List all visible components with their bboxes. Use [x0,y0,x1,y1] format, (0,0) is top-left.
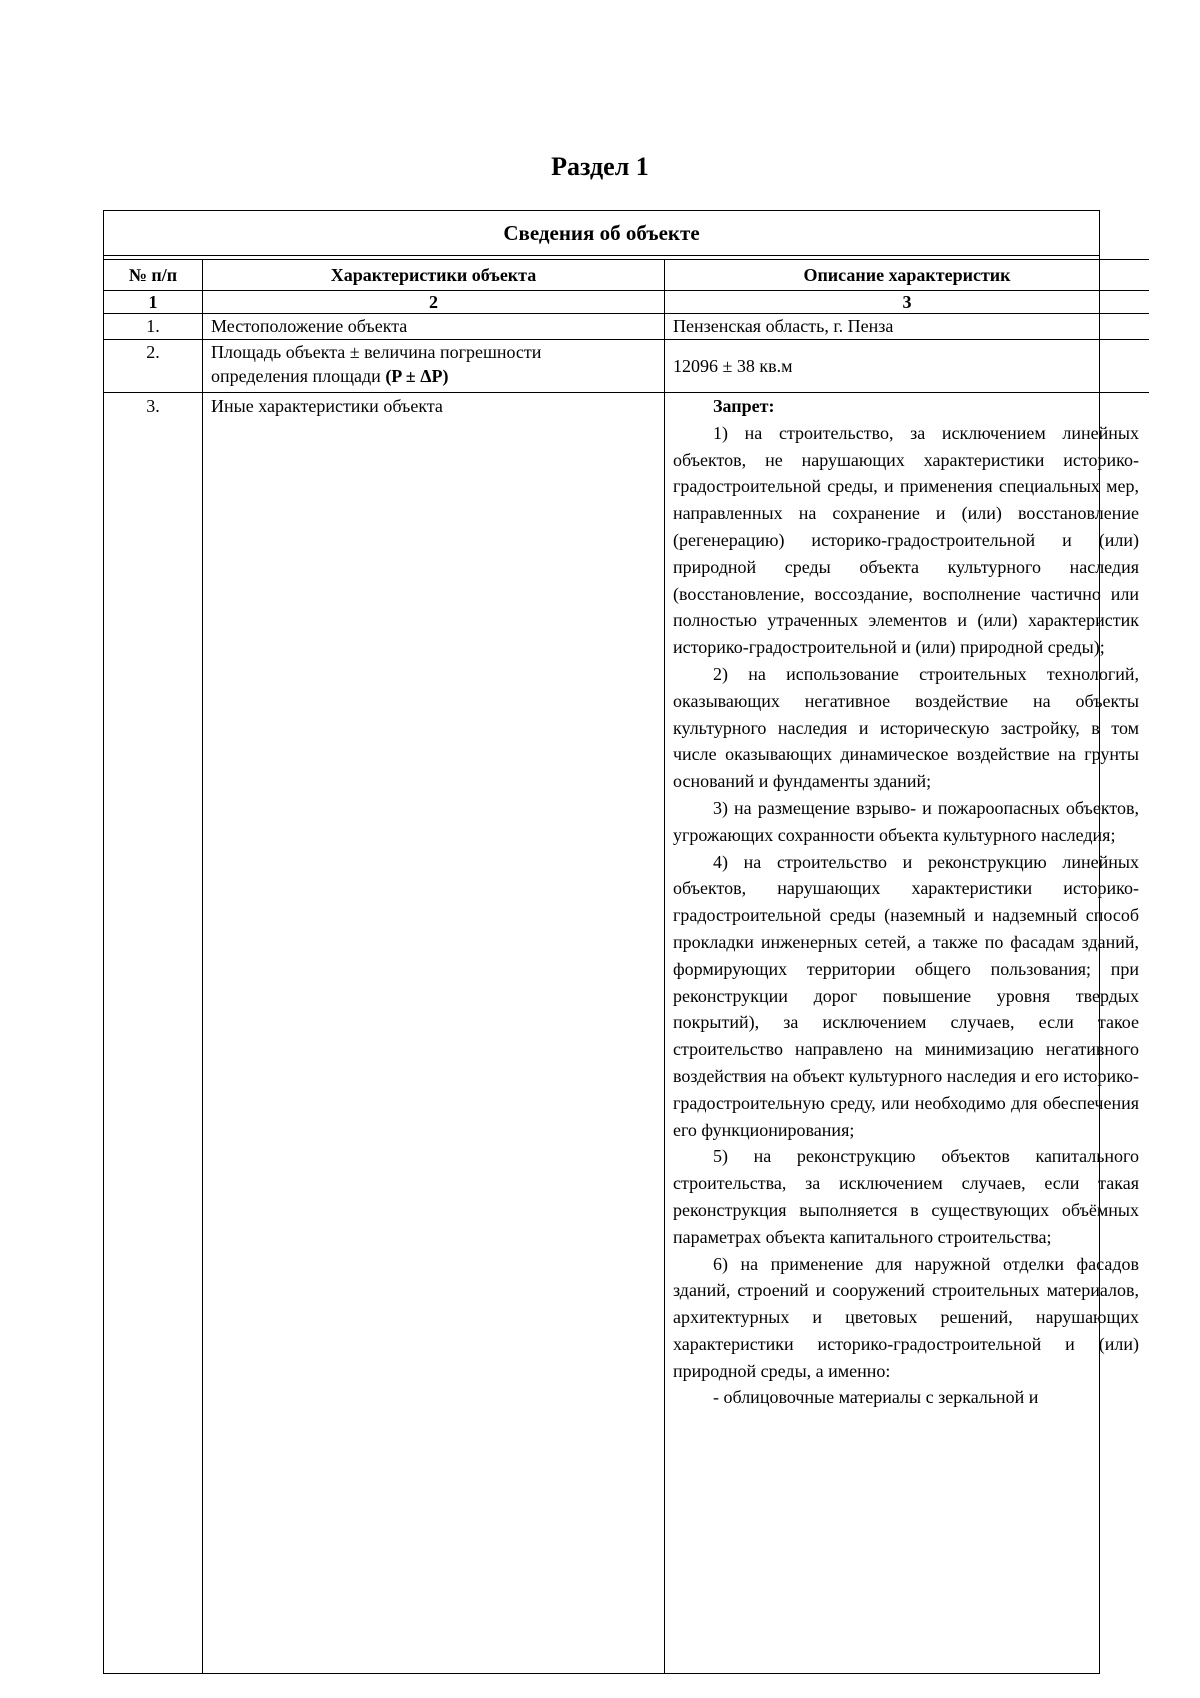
column-number-2: 2 [203,291,665,314]
table-row [104,393,1149,1674]
prohibition-item: 1) на строительство, за исключением линейных объектов, не нарушающих характеристики историко-градостроительной среды, и применения специальных мер, направленных на сохранение и (или) восстановление (регенерацию) историко-градостроительной и (или) природной среды объекта культурного наследия (восстановление, воссоздание, восполнение частично или полностью утраченных элементов и (или) характеристик историко-градостроительной и (или) природной среды); [673,422,1139,658]
prohibition-item: 6) на применение для наружной отделки фасадов зданий, строений и сооружений строительных материалов, архитектурных и цветовых решений, нарушающих характеристики историко-градостроительной и (или) природной среды, а именно: [673,1253,1139,1381]
table-row [104,314,1149,340]
column-number-row [104,291,1149,314]
prohibition-item: - облицовочные материалы с зеркальной и [713,1387,1039,1408]
area-label-line1: Площадь объекта ± величина погрешности [211,342,542,362]
prohibition-item: 4) на строительство и реконструкцию линейных объектов, нарушающих характеристики историко-градостроительной среды (наземный и надземный способ прокладки инженерных сетей, а также по фасадам зданий, формирующих территории общего пользования; при реконструкции дорог повышение уровня твердых покрытий), за исключением случаев, если такое строительство направлено на минимизацию негативного воздействия на объект культурного наследия и его историко-градостроительную среду, или необходимо для обеспечения его функционирования; [673,851,1139,1140]
row-characteristic: Местоположение объекта [203,314,665,340]
column-number-1: 1 [104,291,203,314]
table-row [104,340,1149,393]
row-num: 3. [104,393,203,1674]
table-caption: Сведения об объекте [104,211,1099,256]
object-info-table-frame [103,210,1139,1674]
header-characteristic: Характеристики объекта [203,260,665,291]
table-header-row [104,260,1149,291]
row-num: 2. [104,340,203,393]
column-number-3: 3 [665,291,1150,314]
area-label-line2: определения площади [211,366,386,386]
row-characteristic [203,340,665,393]
area-formula: (P ± ΔP) [385,366,449,386]
row-description [665,393,1150,1674]
header-description: Описание характеристик [665,260,1150,291]
row-description: Пензенская область, г. Пенза [665,314,1150,340]
prohibition-item: 2) на использование строительных технологий, оказывающих негативное воздействие на объекты культурного наследия и историческую застройку, в том числе оказывающих динамическое воздействие на грунты оснований и фундаменты зданий; [673,663,1139,792]
row-num: 1. [104,314,203,340]
object-info-table [104,259,1149,1673]
section-title: Раздел 1 [551,152,649,181]
row-characteristic: Иные характеристики объекта [203,393,665,1674]
prohibition-heading: Запрет: [713,396,775,416]
prohibition-item: 3) на размещение взрыво- и пожароопасных объектов, угрожающих сохранности объекта культурного наследия; [673,797,1139,845]
prohibition-item: 5) на реконструкцию объектов капитального строительства, за исключением случаев, если такая реконструкция выполняется в существующих объёмных параметрах объекта капитального строительства; [673,1146,1139,1247]
header-num: № п/п [104,260,203,291]
row-description: 12096 ± 38 кв.м [665,340,1150,393]
